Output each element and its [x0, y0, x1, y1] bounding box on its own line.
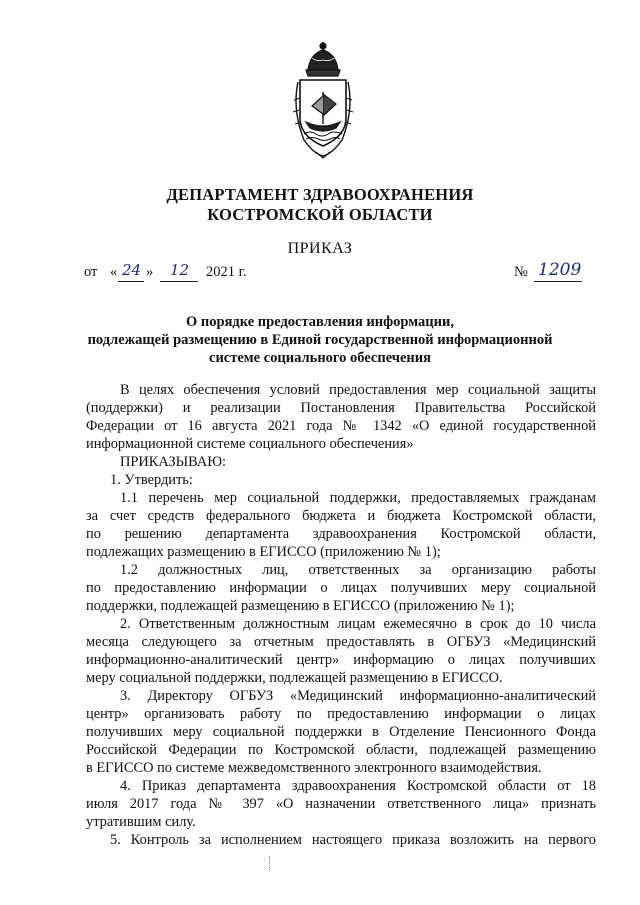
body-line: информационной системе социального обеспечения» [86, 436, 414, 452]
body-line: поддержки, подлежащей размещению в ЕГИССО (приложению № 1); [86, 598, 515, 614]
body-line: 1.2 должностных лиц, ответственных за организацию работы [120, 562, 596, 578]
date-month: 12 [170, 261, 190, 279]
body-line: по предоставлению информации о лицах получивших меру социальной [86, 580, 596, 596]
body-line: июля 2017 года № 397 «О назначении ответственного лица» признать [86, 796, 596, 812]
body-line: 2. Ответственным должностным лицам ежемесячно в срок до 10 числа [120, 616, 596, 632]
body-line: В целях обеспечения условий предоставления мер социальной защиты [120, 382, 596, 398]
body-line: информационно-аналитический центр» информацию о лицах получивших [86, 652, 596, 668]
date-prefix: от [84, 264, 98, 280]
order-title-line-3: системе социального обеспечения [209, 350, 431, 366]
body-line: по решению департамента здравоохранения Костромской области, [86, 526, 596, 542]
body-line: получивших меру социальной поддержки в Отделение Пенсионного Фонда [86, 724, 596, 740]
body-line: Федерации от 16 августа 2021 года № 1342 «О единой государственной [86, 418, 596, 434]
date-close-quote: » [146, 264, 154, 280]
department-name-line-1: ДЕПАРТАМЕНТ ЗДРАВООХРАНЕНИЯ [166, 185, 474, 204]
body-line: в ЕГИССО по системе межведомственного электронного взаимодействия. [86, 760, 542, 776]
body-line: меру социальной поддержки, подлежащей размещению в ЕГИССО. [86, 670, 503, 686]
date-number-line [84, 260, 584, 286]
body-line: центр» организовать работу по предоставлению информации о лицах [86, 706, 596, 722]
body-line: подлежащих размещению в ЕГИССО (приложению № 1); [86, 544, 441, 560]
department-name-line-2: КОСТРОМСКОЙ ОБЛАСТИ [207, 205, 433, 224]
date-day: 24 [122, 261, 142, 279]
order-title-line-2: подлежащей размещению в Единой государственной информационной [87, 332, 553, 348]
number-underline [534, 281, 582, 282]
body-line: ПРИКАЗЫВАЮ: [120, 454, 227, 470]
body-line: утратившим силу. [86, 814, 196, 830]
body-line: (поддержки) и реализации Постановления Правительства Российской [86, 400, 596, 416]
day-underline [118, 281, 144, 282]
order-number: 1209 [538, 260, 582, 280]
body-line: 4. Приказ департамента здравоохранения Костромской области от 18 [120, 778, 596, 794]
body-line: месяца следующего за отчетным предоставлять в ОГБУЗ «Медицинский [86, 634, 596, 650]
scan-artifact-mark [269, 856, 271, 870]
coat-of-arms-emblem [290, 40, 356, 162]
body-line: 1.1 перечень мер социальной поддержки, предоставляемых гражданам [120, 490, 596, 506]
month-underline [160, 281, 198, 282]
order-title-line-1: О порядке предоставления информации, [186, 314, 454, 330]
date-open-quote: « [110, 264, 118, 280]
date-year: 2021 г. [206, 264, 247, 280]
order-heading: ПРИКАЗ [287, 240, 353, 257]
body-line: 3. Директору ОГБУЗ «Медицинский информационно-аналитический [120, 688, 596, 704]
body-line: 5. Контроль за исполнением настоящего приказа возложить на первого [110, 832, 596, 848]
body-line: 1. Утвердить: [110, 472, 193, 488]
body-line: за счет средств федерального бюджета и бюджета Костромской области, [86, 508, 596, 524]
number-sign: № [514, 264, 528, 280]
body-line: Российской Федерации по Костромской области, подлежащей размещению [86, 742, 596, 758]
